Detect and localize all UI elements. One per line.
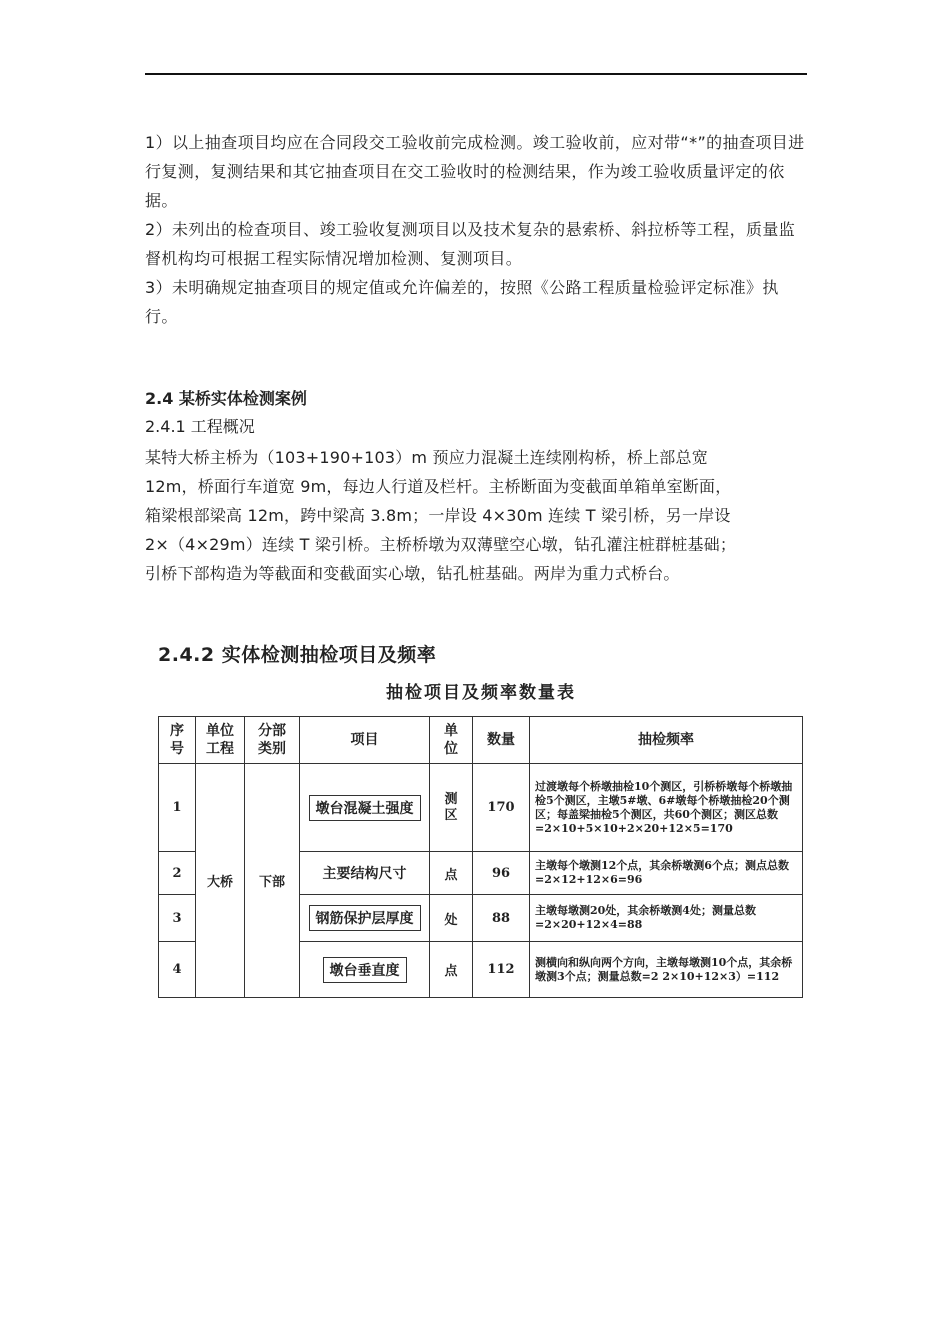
cell-unit xyxy=(430,764,473,852)
header-qty: 数量 xyxy=(473,717,530,764)
header-text: 序 xyxy=(170,723,184,739)
header-part xyxy=(245,717,300,764)
note-3: 3）未明确规定抽查项目的规定值或允许偏差的，按照《公路工程质量检验评定标准》执行。 xyxy=(145,278,779,326)
header-text: 类别 xyxy=(258,741,286,757)
frequency-table xyxy=(158,716,803,998)
cell-unit-project: 大桥 xyxy=(196,764,245,998)
header-text: 单位 xyxy=(206,723,234,739)
cell-qty: 170 xyxy=(473,764,530,852)
cell-item-text: 钢筋保护层厚度 xyxy=(309,905,421,931)
inspection-table-figure xyxy=(155,638,807,998)
cell-no: 1 xyxy=(159,764,196,852)
overview-paragraph xyxy=(145,443,809,588)
cell-item xyxy=(300,764,430,852)
overview-line: 2×（4×29m）连续 T 梁引桥。主桥桥墩为双薄壁空心墩，钻孔灌注桩群桩基础； xyxy=(145,535,737,554)
overview-line: 引桥下部构造为等截面和变截面实心墩，钻孔桩基础。两岸为重力式桥台。 xyxy=(145,564,680,583)
cell-item-text: 墩台混凝土强度 xyxy=(309,795,421,821)
cell-item xyxy=(300,942,430,998)
overview-line: 12m，桥面行车道宽 9m，每边人行道及栏杆。主桥断面为变截面单箱单室断面， xyxy=(145,477,732,496)
table-header-row xyxy=(159,717,803,764)
cell-qty: 88 xyxy=(473,895,530,942)
header-unit xyxy=(430,717,473,764)
header-unit-project xyxy=(196,717,245,764)
cell-frequency: 测横向和纵向两个方向，主墩每墩测10个点，其余桥墩测3个点；测量总数=2 2×10+12×3）=112 xyxy=(530,942,803,998)
cell-part: 下部 xyxy=(245,764,300,998)
cell-unit-text: 区 xyxy=(444,807,458,823)
cell-qty: 112 xyxy=(473,942,530,998)
header-text: 工程 xyxy=(206,741,234,757)
cell-frequency: 主墩每墩测20处，其余桥墩测4处；测量总数=2×20+12×4=88 xyxy=(530,895,803,942)
cell-item-text: 墩台垂直度 xyxy=(323,957,407,983)
header-no xyxy=(159,717,196,764)
header-text: 分部 xyxy=(258,723,286,739)
note-1: 1）以上抽查项目均应在合同段交工验收前完成检测。竣工验收前，应对带“*”的抽查项目进行复测，复测结果和其它抽查项目在交工验收时的检测结果，作为竣工验收质量评定的依据。 xyxy=(145,133,805,210)
cell-unit: 点 xyxy=(430,942,473,998)
cell-unit-text: 测 xyxy=(444,791,458,807)
cell-item: 主要结构尺寸 xyxy=(300,852,430,895)
note-2: 2）未列出的检查项目、竣工验收复测项目以及技术复杂的悬索桥、斜拉桥等工程，质量监督机构均可根据工程实际情况增加检测、复测项目。 xyxy=(145,220,796,268)
cell-unit: 点 xyxy=(430,852,473,895)
table-caption: 抽检项目及频率数量表 xyxy=(386,683,576,703)
figure-heading: 2.4.2 实体检测抽检项目及频率 xyxy=(158,644,437,666)
section-title: 2.4 某桥实体检测案例 xyxy=(145,389,307,408)
header-text: 位 xyxy=(444,741,458,757)
cell-unit: 处 xyxy=(430,895,473,942)
cell-no: 4 xyxy=(159,942,196,998)
cell-item xyxy=(300,895,430,942)
notes-block xyxy=(145,128,809,331)
cell-qty: 96 xyxy=(473,852,530,895)
cell-no: 2 xyxy=(159,852,196,895)
header-text: 号 xyxy=(170,741,184,757)
header-text: 单 xyxy=(444,723,458,739)
header-rule xyxy=(145,73,807,75)
cell-frequency: 过渡墩每个桥墩抽检10个测区，引桥桥墩每个桥墩抽检5个测区，主墩5#墩、6#墩每个桥墩抽检20个测区；每盖梁抽检5个测区，共60个测区；测区总数=2×10+5×10+2×20+12×5=170 xyxy=(530,764,803,852)
overview-line: 某特大桥主桥为（103+190+103）m 预应力混凝土连续刚构桥，桥上部总宽 xyxy=(145,448,708,467)
header-frequency: 抽检频率 xyxy=(530,717,803,764)
cell-no: 3 xyxy=(159,895,196,942)
table-row xyxy=(159,764,803,852)
header-item: 项目 xyxy=(300,717,430,764)
cell-frequency: 主墩每个墩测12个点，其余桥墩测6个点；测点总数=2×12+12×6=96 xyxy=(530,852,803,895)
subsection-title: 2.4.1 工程概况 xyxy=(145,417,255,436)
overview-line: 箱梁根部梁高 12m，跨中梁高 3.8m；一岸设 4×30m 连续 T 梁引桥，另一岸设 xyxy=(145,506,731,525)
